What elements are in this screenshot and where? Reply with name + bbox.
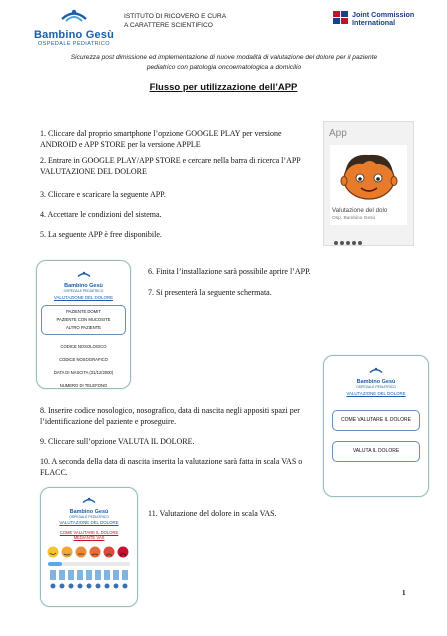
step-9: 9. Cliccare sull’opzione VALUTA IL DOLORE. (40, 437, 195, 446)
vas-face-icon (104, 547, 115, 558)
app-store-card[interactable] (323, 121, 414, 246)
vas-figure-icons (50, 570, 128, 580)
step-3: 3. Cliccare e scaricare la seguente APP. (40, 190, 166, 199)
phone-screen-menu (323, 355, 429, 497)
field-telefono[interactable]: NUMERO DI TELEFONO (59, 383, 108, 388)
step-11: 11. Valutazione del dolore in scala VAS. (148, 509, 277, 518)
phone2-logo (324, 361, 428, 389)
institute-line-1: ISTITUTO DI RICOVERO E CURA (124, 13, 227, 20)
vas-face-icon (76, 547, 87, 558)
valuta-dolore-button[interactable]: VALUTA IL DOLORE (332, 441, 420, 462)
jc-line-1: Joint Commission (352, 10, 415, 19)
step-8: 8. Inserire codice nosologico, nosografico, data di nascita negli appositi spazi per l’identificazione del paziente e proseguire. (40, 406, 300, 426)
field-codice-nosografico[interactable]: CODICE NOSOGRAFICO (59, 357, 108, 362)
institute-label (124, 12, 226, 30)
subtitle-line-1: Sicurezza post dimissione ed implementazione di nuove modalità di valutazione del dolore per il paziente (70, 54, 378, 61)
step-4: 4. Accettare le condizioni del sistema. (40, 210, 162, 219)
vas-link-line-2[interactable]: MEDIANTE VAS (73, 535, 105, 540)
step-7: 7. Si presenterà la seguente schermata. (148, 288, 272, 297)
phone1-logo-name: Bambino Gesù (64, 283, 103, 289)
step-1: 1. Cliccare dal proprio smartphone l’opzione GOOGLE PLAY per versione ANDROID e APP STORE per la versione APPLE (40, 129, 282, 149)
subtitle-line-2: pediatrico con patologia oncoematologica a domicilio (146, 64, 302, 71)
vas-help-link[interactable] (41, 530, 137, 540)
phone3-logo (41, 491, 137, 519)
bambino-gesu-logo (30, 6, 118, 48)
rating-dots (334, 232, 362, 250)
rating-dot-icon (334, 241, 338, 245)
joint-commission-icon (333, 11, 349, 25)
logo-subtitle: OSPEDALE PEDIATRICO (38, 41, 110, 47)
step-10: 10. A seconda della data di nascita inserita la valutazione sarà fatta in scala VAS o FLACC. (40, 457, 303, 477)
field-codice-nosologico[interactable]: CODICE NOSOLOGICO (60, 344, 107, 349)
page-number: 1 (402, 589, 406, 597)
app-card-name: Valutazione del dolo (332, 207, 388, 214)
document-subtitle (14, 53, 434, 73)
rating-dot-icon (346, 241, 350, 245)
phone1-logo (37, 265, 130, 293)
logo-mark-icon (77, 270, 91, 278)
child-face-icon (336, 149, 402, 201)
phone-screen-login (36, 260, 131, 389)
patient-type-box[interactable] (41, 305, 126, 335)
phone1-logo-sub: OSPEDALE PEDIATRICO (63, 289, 104, 293)
come-valutare-button[interactable]: COME VALUTARE IL DOLORE (332, 410, 420, 431)
logo-mark-icon (82, 496, 96, 504)
phone1-title: VALUTAZIONE DEL DOLORE (53, 295, 114, 300)
app-card-inner (330, 145, 407, 225)
joint-commission-logo (333, 11, 433, 27)
logo-name: Bambino Gesù (33, 29, 115, 41)
phone-screen-vas (40, 487, 138, 607)
phone3-title: VALUTAZIONE DEL DOLORE (59, 520, 119, 525)
rating-dot-icon (352, 241, 356, 245)
step-5: 5. La seguente APP è free disponibile. (40, 230, 162, 239)
step-6: 6. Finita l’installazione sarà possibile aprire l’APP. (148, 267, 311, 276)
patient-option-1[interactable]: PAZIENTE DOMIT (66, 309, 101, 314)
vas-link-line-1[interactable]: COME VALUTARE IL DOLORE (59, 530, 119, 535)
field-data-nascita[interactable]: DATA DI NASCITA (31/12/2000) (53, 370, 114, 375)
phone2-logo-sub: OSPEDALE PEDIATRICO (356, 385, 396, 389)
institute-line-2: A CARATTERE SCIENTIFICO (124, 22, 213, 29)
step-2: 2. Entrare in GOOGLE PLAY/APP STORE e cercare nella barra di ricerca l’APP VALUTAZIONE DEL DOLORE (40, 156, 301, 176)
page-title: Flusso per utilizzazione dell’APP (149, 82, 298, 93)
phone2-title: VALUTAZIONE DEL DOLORE (346, 391, 406, 396)
app-card-publisher: Osp. Bambino Gesù (332, 216, 376, 221)
patient-option-2[interactable]: PAZIENTE CON MUCOSITE (56, 317, 111, 322)
rating-dot-icon (358, 241, 362, 245)
vas-face-icon (90, 547, 101, 558)
jc-line-2: International (352, 18, 396, 27)
vas-face-icon (62, 547, 73, 558)
phone3-logo-sub: OSPEDALE PEDIATRICO (69, 515, 109, 519)
vas-face-icon (48, 547, 59, 558)
logo-mark-icon (60, 6, 88, 24)
logo-mark-icon (369, 366, 383, 374)
vas-face-icon (118, 547, 129, 558)
phone2-logo-name: Bambino Gesù (356, 379, 396, 385)
phone3-logo-name: Bambino Gesù (69, 509, 109, 515)
app-card-header: App (329, 128, 347, 139)
rating-dot-icon (340, 241, 344, 245)
patient-option-3[interactable]: ALTRO PAZIENTE (66, 325, 101, 330)
vas-faces-scale (46, 544, 132, 596)
